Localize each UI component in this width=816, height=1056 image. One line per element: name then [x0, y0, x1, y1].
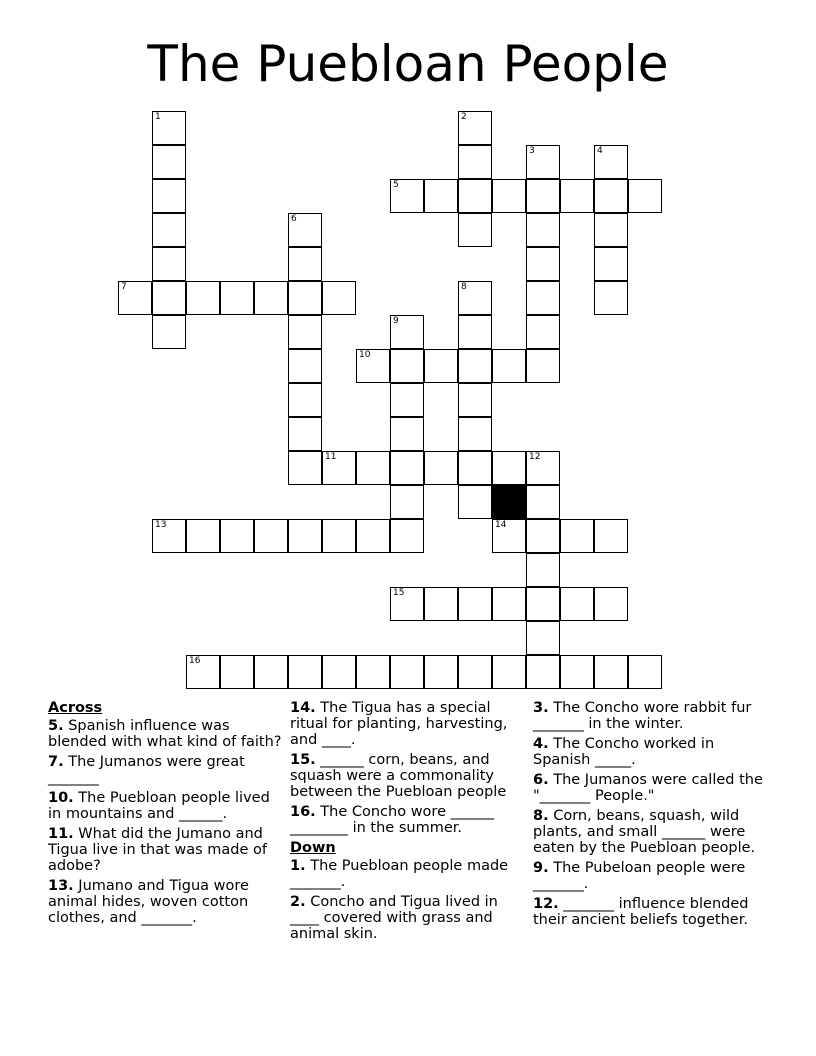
grid-cell[interactable]	[254, 655, 288, 689]
grid-cell[interactable]	[118, 281, 152, 315]
grid-cell[interactable]	[492, 179, 526, 213]
clue-number: 15	[393, 588, 405, 598]
grid-cell[interactable]	[458, 111, 492, 145]
grid-cell[interactable]	[526, 621, 560, 655]
clue-down-8: 8. Corn, beans, squash, wild plants, and small ______ were eaten by the Puebloan people.	[533, 808, 756, 856]
clue-down-2: 2. Concho and Tigua lived in ____ covered with grass and animal skin.	[290, 894, 498, 942]
clue-across-15: 15. ______ corn, beans, and squash were a commonality between the Puebloan people	[290, 752, 507, 800]
grid-cell[interactable]	[526, 349, 560, 383]
grid-cell[interactable]	[390, 451, 424, 485]
grid-cell[interactable]	[288, 247, 322, 281]
puzzle-title: The Puebloan People	[147, 35, 669, 93]
grid-cell[interactable]	[526, 451, 560, 485]
grid-cell[interactable]	[322, 519, 356, 553]
grid-cell[interactable]	[594, 281, 628, 315]
across-heading: Across	[48, 700, 103, 716]
grid-cell[interactable]	[288, 213, 322, 247]
grid-cell[interactable]	[458, 451, 492, 485]
grid-cell[interactable]	[458, 179, 492, 213]
grid-cell[interactable]	[322, 655, 356, 689]
black-cell	[492, 485, 526, 519]
grid-cell[interactable]	[526, 553, 560, 587]
clue-number: 5	[393, 180, 399, 190]
grid-cell[interactable]	[186, 655, 220, 689]
clue-across-5: 5. Spanish influence was blended with what kind of faith?	[48, 718, 282, 750]
clue-number: 2	[461, 112, 467, 122]
grid-cell[interactable]	[594, 519, 628, 553]
clue-number: 8	[461, 282, 467, 292]
clue-across-14: 14. The Tigua has a special ritual for planting, harvesting, and ____.	[290, 700, 508, 748]
grid-cell[interactable]	[152, 281, 186, 315]
grid-cell[interactable]	[220, 519, 254, 553]
grid-cell[interactable]	[526, 519, 560, 553]
grid-cell[interactable]	[288, 417, 322, 451]
grid-cell[interactable]	[152, 179, 186, 213]
grid-cell[interactable]	[152, 519, 186, 553]
grid-cell[interactable]	[458, 587, 492, 621]
grid-cell[interactable]	[594, 213, 628, 247]
grid-cell[interactable]	[288, 349, 322, 383]
clue-number: 9	[393, 316, 399, 326]
clue-number: 12	[529, 452, 541, 462]
grid-cell[interactable]	[288, 519, 322, 553]
grid-cell[interactable]	[390, 417, 424, 451]
clue-number: 1	[155, 112, 161, 122]
grid-cell[interactable]	[390, 349, 424, 383]
grid-cell[interactable]	[492, 519, 526, 553]
grid-cell[interactable]	[458, 655, 492, 689]
grid-cell[interactable]	[390, 519, 424, 553]
grid-cell[interactable]	[526, 315, 560, 349]
grid-cell[interactable]	[356, 349, 390, 383]
grid-cell[interactable]	[526, 485, 560, 519]
grid-cell[interactable]	[390, 315, 424, 349]
grid-cell[interactable]	[526, 587, 560, 621]
clue-across-13: 13. Jumano and Tigua wore animal hides, woven cotton clothes, and _______.	[48, 878, 249, 926]
grid-cell[interactable]	[458, 417, 492, 451]
grid-cell[interactable]	[560, 519, 594, 553]
clue-number: 3	[529, 146, 535, 156]
grid-cell[interactable]	[288, 315, 322, 349]
clue-number: 11	[325, 452, 337, 462]
grid-cell[interactable]	[322, 281, 356, 315]
grid-cell[interactable]	[288, 451, 322, 485]
grid-cell[interactable]	[152, 213, 186, 247]
clues-column-3	[533, 700, 769, 932]
clue-down-4: 4. The Concho worked in Spanish _____.	[533, 736, 715, 768]
grid-cell[interactable]	[594, 587, 628, 621]
grid-cell[interactable]	[458, 213, 492, 247]
clue-across-10: 10. The Puebloan people lived in mountains and ______.	[48, 790, 270, 822]
grid-cell[interactable]	[628, 655, 662, 689]
grid-cell[interactable]	[322, 451, 356, 485]
grid-cell[interactable]	[424, 587, 458, 621]
clue-down-1: 1. The Puebloan people made _______.	[290, 858, 509, 890]
grid-cell[interactable]	[424, 451, 458, 485]
clue-down-12: 12. _______ influence blended their ancient beliefs together.	[533, 896, 749, 928]
grid-cell[interactable]	[458, 383, 492, 417]
grid-cell[interactable]	[390, 485, 424, 519]
clue-number: 13	[155, 520, 167, 530]
grid-cell[interactable]	[356, 451, 390, 485]
grid-cell[interactable]	[458, 349, 492, 383]
grid-cell[interactable]	[560, 655, 594, 689]
grid-cell[interactable]	[526, 179, 560, 213]
grid-cell[interactable]	[152, 247, 186, 281]
clue-number: 4	[597, 146, 603, 156]
grid-cell[interactable]	[152, 111, 186, 145]
clue-number: 10	[359, 350, 371, 360]
grid-cell[interactable]	[390, 655, 424, 689]
grid-cell[interactable]	[458, 281, 492, 315]
clue-number: 14	[495, 520, 507, 530]
clue-across-11: 11. What did the Jumano and Tigua live in that was made of adobe?	[48, 826, 268, 874]
grid-cell[interactable]	[594, 179, 628, 213]
grid-cell[interactable]	[152, 145, 186, 179]
grid-cell[interactable]	[458, 315, 492, 349]
grid-cell[interactable]	[288, 281, 322, 315]
grid-cell[interactable]	[594, 655, 628, 689]
clue-down-9: 9. The Pubeloan people were _______.	[533, 860, 746, 892]
grid-cell[interactable]	[152, 315, 186, 349]
grid-cell[interactable]	[186, 281, 220, 315]
grid-cell[interactable]	[390, 179, 424, 213]
clue-number: 6	[291, 214, 297, 224]
grid-cell[interactable]	[390, 587, 424, 621]
grid-cell[interactable]	[594, 145, 628, 179]
clues-column-1	[48, 700, 282, 930]
grid-cell[interactable]	[356, 655, 390, 689]
grid-cell[interactable]	[390, 383, 424, 417]
grid-cell[interactable]	[560, 179, 594, 213]
grid-cell[interactable]	[356, 519, 390, 553]
grid-cell[interactable]	[492, 655, 526, 689]
clue-across-7: 7. The Jumanos were great _______	[48, 754, 245, 786]
grid-cell[interactable]	[254, 519, 288, 553]
grid-cell[interactable]	[458, 145, 492, 179]
clue-across-16: 16. The Concho wore ______ ________ in the summer.	[290, 804, 495, 836]
grid-cell[interactable]	[526, 655, 560, 689]
clue-down-6: 6. The Jumanos were called the "_______ People."	[533, 772, 763, 804]
grid-cell[interactable]	[458, 485, 492, 519]
grid-cell[interactable]	[424, 349, 458, 383]
clues-column-2	[290, 700, 524, 946]
clue-number: 16	[189, 656, 201, 666]
grid-cell[interactable]	[288, 383, 322, 417]
grid-cell[interactable]	[526, 213, 560, 247]
grid-cell[interactable]	[628, 179, 662, 213]
grid-cell[interactable]	[492, 349, 526, 383]
grid-cell[interactable]	[288, 655, 322, 689]
clue-down-3: 3. The Concho wore rabbit fur _______ in the winter.	[533, 700, 752, 732]
grid-cell[interactable]	[526, 247, 560, 281]
grid-cell[interactable]	[254, 281, 288, 315]
grid-cell[interactable]	[492, 587, 526, 621]
grid-cell[interactable]	[526, 145, 560, 179]
grid-cell[interactable]	[424, 179, 458, 213]
grid-cell[interactable]	[220, 655, 254, 689]
grid-cell[interactable]	[560, 587, 594, 621]
clue-number: 7	[121, 282, 127, 292]
down-heading: Down	[290, 840, 336, 856]
grid-cell[interactable]	[220, 281, 254, 315]
grid-cell[interactable]	[492, 451, 526, 485]
grid-cell[interactable]	[186, 519, 220, 553]
grid-cell[interactable]	[424, 655, 458, 689]
grid-cell[interactable]	[526, 281, 560, 315]
grid-cell[interactable]	[594, 247, 628, 281]
